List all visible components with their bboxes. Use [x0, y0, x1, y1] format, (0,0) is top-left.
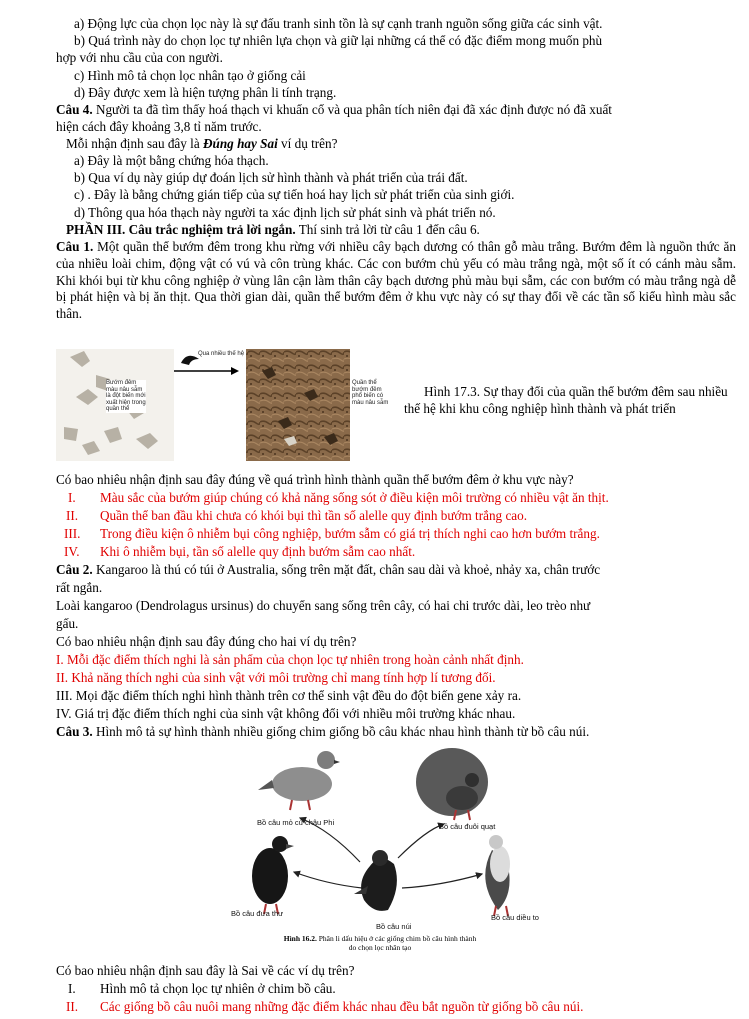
- p3q2-line2: rất ngắn.: [56, 580, 103, 595]
- pigeon-pouter-icon: [485, 835, 510, 916]
- bird-icon: [181, 356, 199, 365]
- statement-d: d) Đây được xem là hiện tượng phân li tính trạng.: [74, 85, 337, 100]
- item-number: II.: [66, 508, 79, 523]
- item-number: III.: [64, 526, 81, 541]
- q4-c: c) . Đây là bằng chứng gián tiếp của sự tiến hoá hay lịch sử phát triển của sinh giới.: [74, 187, 515, 202]
- fig-arrow-label: Qua nhiều thế hệ: [198, 351, 245, 357]
- pigeon-figure-caption: [230, 934, 530, 952]
- p3q2-item-4: IV. Giá trị đặc điểm thích nghi của sinh vật không đổi với nhiều môi trường khác nhau.: [56, 706, 516, 721]
- caption-bold: Hình 16.2.: [283, 934, 317, 943]
- p3q3-line1: [56, 724, 736, 740]
- pigeon-fantail-icon: [416, 748, 488, 820]
- pigeon-figure: [230, 746, 530, 928]
- part3-instructions: Thí sinh trả lời từ câu 1 đến câu 6.: [295, 222, 480, 237]
- p3q1-item-1: [56, 490, 736, 506]
- item-text: Quần thể ban đầu khi chưa có khói bụi thì tần số alelle quy định bướm trắng cao.: [100, 508, 528, 523]
- part3-heading: [66, 222, 746, 238]
- pigeon-label-mid-left: Bồ câu đưa thư: [231, 909, 284, 918]
- pigeon-owl-icon: [258, 751, 340, 810]
- p3q3-item-1: [56, 981, 736, 997]
- p3q3-label: Câu 3.: [56, 724, 93, 739]
- p3q2-label: Câu 2.: [56, 562, 93, 577]
- p3q2-item-3: III. Mọi đặc điểm thích nghi hình thành trên cơ thể sinh vật đều do đột biến gene xảy ra.: [56, 688, 522, 703]
- item-number: IV.: [64, 544, 80, 559]
- item-number: I.: [68, 981, 76, 996]
- pigeon-carrier-icon: [252, 836, 294, 914]
- q4-a: a) Đây là một bằng chứng hóa thạch.: [74, 153, 269, 168]
- p3q3-prompt: Có bao nhiêu nhận định sau đây là Sai về các ví dụ trên?: [56, 963, 355, 978]
- q4-line1: [56, 102, 736, 118]
- pigeon-label-center: Bồ câu núi: [376, 922, 412, 931]
- p3q2-prompt: Có bao nhiêu nhận định sau đây đúng cho hai ví dụ trên?: [56, 634, 357, 649]
- p3q1-text: Một quần thể bướm đêm trong khu rừng với nhiều cây bạch dương có thân gỗ màu trắng. Bướm đêm là nguồn thức ăn của nhiều loài chim, động vật có vú và côn trùng khác. Các con bướm chủ yếu có màu trắng ngà, một số ít có cánh màu sẫm. Khi khói bụi từ khu công nghiệp ở vùng lân cận làm thân cây bạch dương phủ màu bụi sẫm, các con bướm có màu trắng ngà dễ bị phát hiện và bị ăn thịt. Qua thời gian dài, quần thể bướm đêm ở khu vực này có sự thay đổi về các tần số kiểu hình màu sắc thân.: [56, 239, 737, 322]
- statement-a: a) Động lực của chọn lọc này là sự đấu tranh sinh tồn là sự cạnh tranh nguồn sống giữa các sinh vật.: [74, 16, 603, 31]
- p3q2-text: Kangaroo là thú có túi ở Australia, sống trên mặt đất, chân sau dài và khoẻ, nhảy xa, chân trước: [92, 562, 601, 577]
- q4-prompt-pre: Mỗi nhận định sau đây là: [66, 136, 203, 151]
- pigeon-rock-icon: [354, 850, 397, 911]
- pigeon-label-top-left: Bồ câu mỏ cú châu Phi: [257, 818, 335, 827]
- q4-label: Câu 4.: [56, 102, 93, 117]
- q4-prompt-post: ví dụ trên?: [277, 136, 338, 151]
- p3q1-prompt: Có bao nhiêu nhận định sau đây đúng về quá trình hình thành quần thể bướm đêm ở khu vực này?: [56, 472, 574, 487]
- pigeon-label-top-right: Bồ câu đuôi quạt: [439, 822, 496, 831]
- fig-left-label: Bướm đêm màu nâu sẫm là đột biến mới xuất hiện trong quần thể: [106, 380, 146, 412]
- fig-right-label: Quần thể bướm đêm phổ biến có màu nâu sẫm: [352, 380, 389, 406]
- q4-line2: hiện cách đây khoảng 3,8 tỉ năm trước.: [56, 119, 262, 134]
- statement-b-cont: hợp với nhu cầu của con người.: [56, 50, 223, 65]
- statement-c: c) Hình mô tả chọn lọc nhân tạo ở giống cải: [74, 68, 306, 83]
- p3q1-label: Câu 1.: [56, 239, 94, 254]
- p3q1-item-2: [56, 508, 736, 524]
- caption-rest: Phân li dấu hiệu ở các giống chim bồ câu hình thành: [316, 934, 477, 943]
- item-number: I.: [68, 490, 76, 505]
- p3q2-line3: Loài kangaroo (Dendrolagus ursinus) do chuyển sang sống trên cây, có hai chi trước dài, leo trèo như: [56, 598, 591, 613]
- item-text: Hình mô tả chọn lọc tự nhiên ở chim bồ câu.: [100, 981, 336, 996]
- q4-prompt: [66, 136, 746, 152]
- statement-b: b) Quá trình này do chọn lọc tự nhiên lựa chọn và giữ lại những cá thể có đặc điểm mong muốn phù: [74, 33, 603, 48]
- pigeon-label-mid-right: Bồ câu diều to: [491, 913, 539, 922]
- item-text: Các giống bồ câu nuôi mang những đặc điểm khác nhau đều bắt nguồn từ giống bồ câu núi.: [100, 999, 584, 1014]
- caption-line2: do chọn lọc nhân tạo: [348, 943, 412, 952]
- q4-d: d) Thông qua hóa thạch này người ta xác định lịch sử phát sinh và phát triển nó.: [74, 205, 496, 220]
- p3q2-item-1: I. Mỗi đặc điểm thích nghi là sản phẩm của chọn lọc tự nhiên trong hoàn cảnh nhất định.: [56, 652, 524, 667]
- p3q1-paragraph: [56, 239, 736, 323]
- p3q3-item-2: [56, 999, 736, 1015]
- item-text: Màu sắc của bướm giúp chúng có khả năng sống sót ở điều kiện môi trường có nhiều vật ăn thịt.: [100, 490, 609, 505]
- p3q2-line1: [56, 562, 736, 578]
- p3q3-text: Hình mô tả sự hình thành nhiều giống chim giống bồ câu khác nhau hình thành từ bồ câu núi.: [92, 724, 590, 739]
- p3q2-item-2: II. Khả năng thích nghi của sinh vật với môi trường chỉ mang tính hợp lí tương đối.: [56, 670, 496, 685]
- p3q2-line4: gấu.: [56, 616, 79, 631]
- item-text: Khi ô nhiễm bụi, tần số alelle quy định bướm sẫm cao nhất.: [100, 544, 416, 559]
- part3-title: PHẦN III. Câu trắc nghiệm trả lời ngắn.: [66, 222, 296, 237]
- p3q1-item-4: [56, 544, 736, 560]
- item-number: II.: [66, 999, 79, 1014]
- q4-b: b) Qua ví dụ này giúp dự đoán lịch sử hình thành và phát triển của trái đất.: [74, 170, 468, 185]
- q4-text: Người ta đã tìm thấy hoá thạch vi khuẩn cổ và qua phân tích niên đại đã xác định được nó đã xuất: [92, 102, 612, 117]
- p3q1-item-3: [56, 526, 736, 542]
- q4-prompt-em: Đúng hay Sai: [202, 136, 278, 151]
- item-text: Trong điều kiện ô nhiễm bụi công nghiệp, bướm sẫm có giá trị thích nghi cao hơn bướm trắng.: [100, 526, 600, 541]
- moth-figure-caption: Hình 17.3. Sự thay đổi của quần thể bướm đêm sau nhiều thế hệ khi khu công nghiệp hình thành và phát triển: [404, 384, 728, 416]
